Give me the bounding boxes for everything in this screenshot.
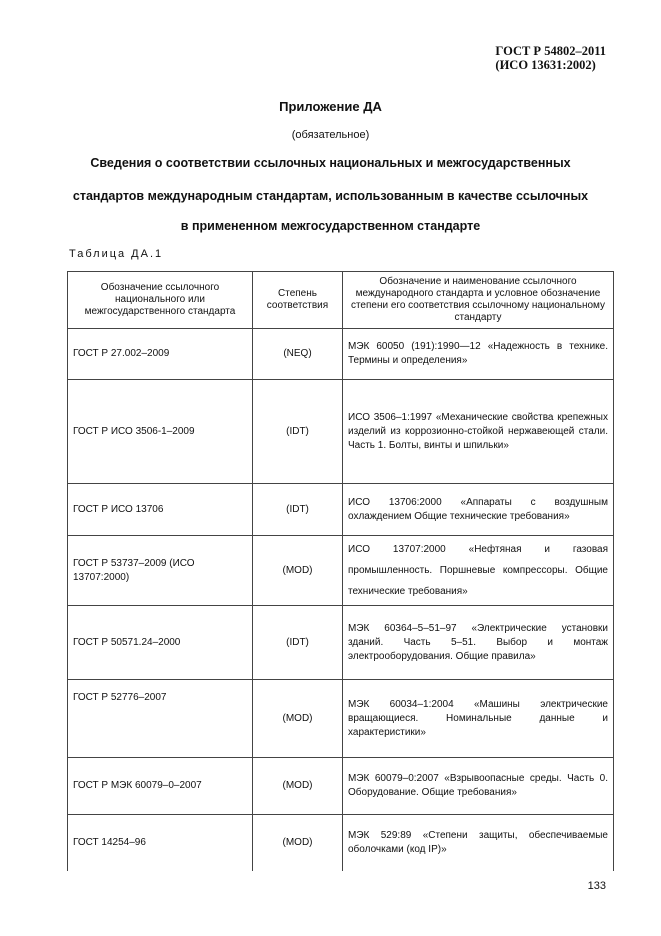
table-row (68, 815, 614, 871)
standard-cell: ГОСТ Р 27.002–2009 (68, 329, 253, 380)
table-row (68, 758, 614, 815)
standard-cell: ГОСТ Р 53737–2009 (ИСО 13707:2000) (68, 536, 253, 606)
table-row (68, 536, 614, 606)
standard-cell: ГОСТ Р ИСО 13706 (68, 484, 253, 536)
reference-cell: МЭК 60079–0:2007 «Взрывоопасные среды. Часть 0. Оборудование. Общие требования» (343, 758, 614, 815)
standard-cell: ГОСТ Р ИСО 3506-1–2009 (68, 380, 253, 484)
header-standard: Обозначение ссылочного национального или межгосударственного стандарта (68, 272, 253, 329)
reference-cell: ИСО 13706:2000 «Аппараты с воздушным охлаждением Общие технические требования» (343, 484, 614, 536)
document-code (495, 44, 606, 72)
standard-cell: ГОСТ Р 52776–2007 (68, 680, 253, 758)
standard-cell: ГОСТ 14254–96 (68, 815, 253, 871)
reference-cell: МЭК 529:89 «Степени защиты, обеспечиваемые оболочками (код IP)» (343, 815, 614, 871)
degree-cell: (IDT) (253, 484, 343, 536)
degree-cell: (MOD) (253, 758, 343, 815)
annex-status: (обязательное) (291, 129, 370, 141)
iso-number: (ИСО 13631:2002) (495, 58, 596, 72)
reference-cell: МЭК 60050 (191):1990—12 «Надежность в технике. Термины и определения» (343, 329, 614, 380)
annex-title: Приложение ДА (279, 99, 382, 114)
annex-heading-line: Сведения о соответствии ссылочных национальных и межгосударственных (90, 156, 571, 170)
table-row (68, 484, 614, 536)
reference-cell: МЭК 60034–1:2004 «Машины электрические вращающиеся. Номинальные данные и характеристики» (343, 680, 614, 758)
standard-cell: ГОСТ Р 50571.24–2000 (68, 606, 253, 680)
degree-cell: (IDT) (253, 606, 343, 680)
header-degree: Степень соответствия (253, 272, 343, 329)
page-number: 133 (587, 880, 606, 892)
reference-cell: ИСО 13707:2000 «Нефтяная и газовая промышленность. Поршневые компрессоры. Общие технические требования» (343, 536, 614, 606)
table-caption: Таблица ДА.1 (69, 248, 164, 260)
annex-heading-line: в примененном межгосударственном стандарте (180, 219, 481, 233)
table-row (68, 329, 614, 380)
header-reference: Обозначение и наименование ссылочного международного стандарта и условное обозначение степени его соответствия ссылочному национальному стандарту (343, 272, 614, 329)
degree-cell: (MOD) (253, 815, 343, 871)
degree-cell: (MOD) (253, 680, 343, 758)
reference-cell: МЭК 60364–5–51–97 «Электрические установки зданий. Часть 5–51. Выбор и монтаж электрооборудования. Общие правила» (343, 606, 614, 680)
correspondence-table (67, 271, 614, 871)
standard-cell: ГОСТ Р МЭК 60079–0–2007 (68, 758, 253, 815)
table-row (68, 606, 614, 680)
degree-cell: (MOD) (253, 536, 343, 606)
gost-number: ГОСТ Р 54802–2011 (495, 44, 606, 58)
degree-cell: (IDT) (253, 380, 343, 484)
table-header-row (68, 272, 614, 329)
table-row (68, 680, 614, 758)
table-row (68, 380, 614, 484)
degree-cell: (NEQ) (253, 329, 343, 380)
annex-heading-line: стандартов международным стандартам, использованным в качестве ссылочных (72, 189, 589, 203)
reference-cell: ИСО 3506–1:1997 «Механические свойства крепежных изделий из коррозионно-стойкой нержавеющей стали. Часть 1. Болты, винты и шпильки» (343, 380, 614, 484)
